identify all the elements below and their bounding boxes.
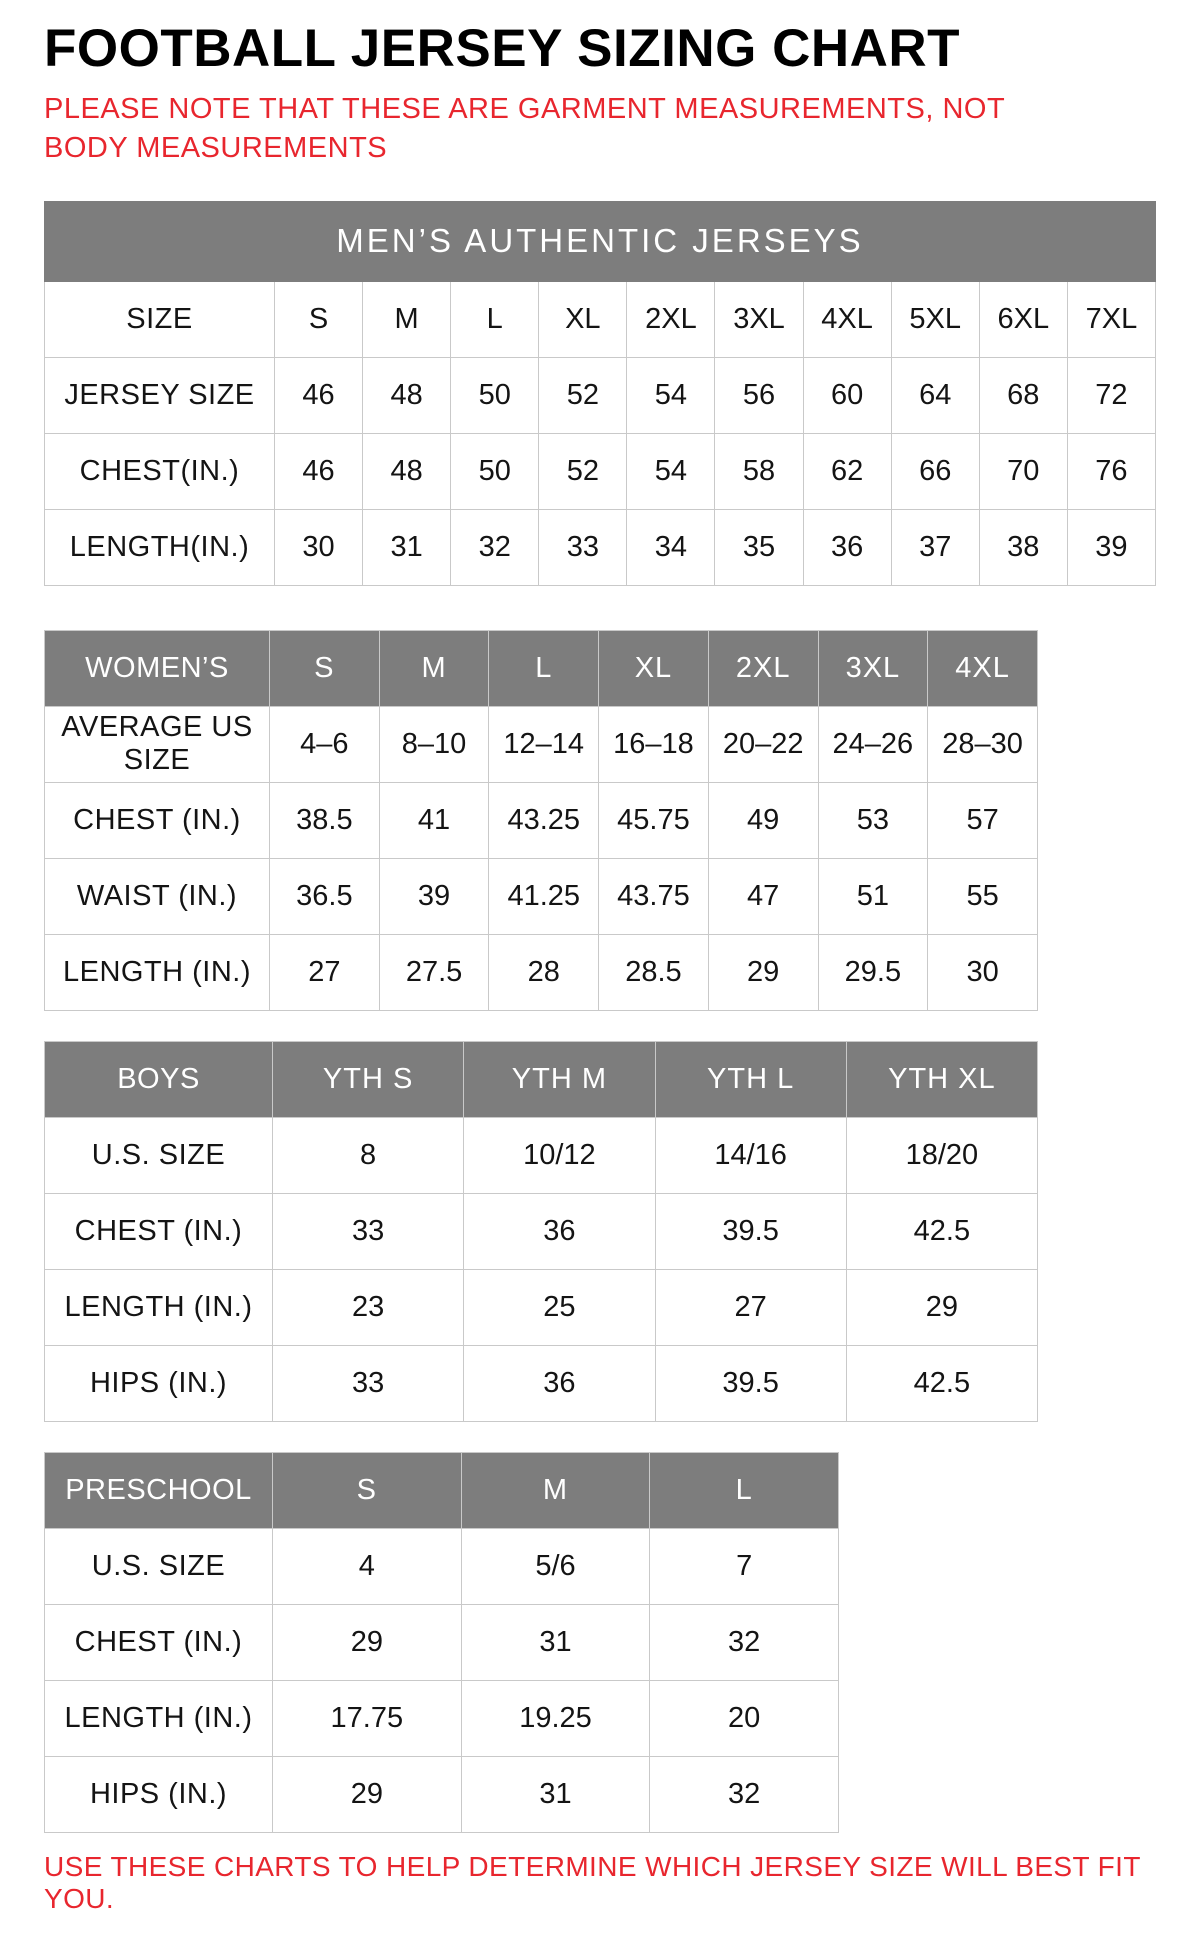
table-row bbox=[45, 433, 1156, 509]
value-cell: M bbox=[363, 281, 451, 357]
value-cell: XL bbox=[539, 281, 627, 357]
size-header-cell: S bbox=[273, 1452, 462, 1528]
value-cell: 10/12 bbox=[464, 1117, 655, 1193]
value-cell: 76 bbox=[1067, 433, 1155, 509]
value-cell: 6XL bbox=[979, 281, 1067, 357]
table-row bbox=[45, 357, 1156, 433]
value-cell: 36.5 bbox=[270, 858, 380, 934]
value-cell: 17.75 bbox=[273, 1680, 462, 1756]
value-cell: 58 bbox=[715, 433, 803, 509]
value-cell: 32 bbox=[451, 509, 539, 585]
value-cell: 5XL bbox=[891, 281, 979, 357]
size-header-cell: XL bbox=[599, 630, 709, 706]
row-label-cell: CHEST(IN.) bbox=[45, 433, 275, 509]
value-cell: 36 bbox=[464, 1193, 655, 1269]
row-label-cell: CHEST (IN.) bbox=[45, 1604, 273, 1680]
size-header-cell: YTH L bbox=[655, 1041, 846, 1117]
boys-sizing-table bbox=[44, 1041, 1156, 1422]
table-row bbox=[45, 934, 1038, 1010]
value-cell: 72 bbox=[1067, 357, 1155, 433]
value-cell: 29 bbox=[273, 1604, 462, 1680]
value-cell: 51 bbox=[818, 858, 928, 934]
table-row bbox=[45, 706, 1038, 782]
value-cell: 52 bbox=[539, 433, 627, 509]
size-header-cell: L bbox=[650, 1452, 839, 1528]
value-cell: 31 bbox=[363, 509, 451, 585]
preschool-sizing-table bbox=[44, 1452, 1156, 1833]
mens-authentic-jerseys-grid bbox=[44, 201, 1156, 586]
value-cell: 24–26 bbox=[818, 706, 928, 782]
value-cell: S bbox=[275, 281, 363, 357]
value-cell: 14/16 bbox=[655, 1117, 846, 1193]
value-cell: L bbox=[451, 281, 539, 357]
value-cell: 20 bbox=[650, 1680, 839, 1756]
value-cell: 68 bbox=[979, 357, 1067, 433]
value-cell: 66 bbox=[891, 433, 979, 509]
value-cell: 30 bbox=[928, 934, 1038, 1010]
value-cell: 60 bbox=[803, 357, 891, 433]
row-label-cell: U.S. SIZE bbox=[45, 1528, 273, 1604]
table-row bbox=[45, 1269, 1038, 1345]
table-banner-row bbox=[45, 201, 1156, 281]
value-cell: 23 bbox=[273, 1269, 464, 1345]
value-cell: 33 bbox=[273, 1345, 464, 1421]
value-cell: 20–22 bbox=[708, 706, 818, 782]
value-cell: 64 bbox=[891, 357, 979, 433]
value-cell: 30 bbox=[275, 509, 363, 585]
value-cell: 32 bbox=[650, 1604, 839, 1680]
value-cell: 12–14 bbox=[489, 706, 599, 782]
row-label-cell: CHEST (IN.) bbox=[45, 1193, 273, 1269]
value-cell: 38 bbox=[979, 509, 1067, 585]
value-cell: 41.25 bbox=[489, 858, 599, 934]
value-cell: 19.25 bbox=[461, 1680, 650, 1756]
table-row bbox=[45, 281, 1156, 357]
value-cell: 46 bbox=[275, 357, 363, 433]
value-cell: 48 bbox=[363, 357, 451, 433]
value-cell: 16–18 bbox=[599, 706, 709, 782]
value-cell: 50 bbox=[451, 357, 539, 433]
table-row bbox=[45, 509, 1156, 585]
value-cell: 8–10 bbox=[379, 706, 489, 782]
garment-measurements-note: PLEASE NOTE THAT THESE ARE GARMENT MEASUREMENTS, NOT BODY MEASUREMENTS bbox=[44, 93, 1005, 164]
value-cell: 18/20 bbox=[846, 1117, 1037, 1193]
value-cell: 42.5 bbox=[846, 1193, 1037, 1269]
table-banner: MEN’S AUTHENTIC JERSEYS bbox=[45, 201, 1156, 281]
value-cell: 29.5 bbox=[818, 934, 928, 1010]
value-cell: 27.5 bbox=[379, 934, 489, 1010]
mens-authentic-jerseys-table bbox=[44, 201, 1156, 586]
value-cell: 4–6 bbox=[270, 706, 380, 782]
table-row bbox=[45, 1756, 839, 1832]
value-cell: 41 bbox=[379, 782, 489, 858]
value-cell: 29 bbox=[846, 1269, 1037, 1345]
value-cell: 36 bbox=[464, 1345, 655, 1421]
value-cell: 28–30 bbox=[928, 706, 1038, 782]
value-cell: 47 bbox=[708, 858, 818, 934]
table-row bbox=[45, 858, 1038, 934]
womens-grid bbox=[44, 630, 1038, 1011]
table-row bbox=[45, 1604, 839, 1680]
table-header-row bbox=[45, 630, 1038, 706]
value-cell: 39.5 bbox=[655, 1193, 846, 1269]
table-title-cell: PRESCHOOL bbox=[45, 1452, 273, 1528]
value-cell: 8 bbox=[273, 1117, 464, 1193]
row-label-cell: SIZE bbox=[45, 281, 275, 357]
value-cell: 7 bbox=[650, 1528, 839, 1604]
size-header-cell: L bbox=[489, 630, 599, 706]
table-header-row bbox=[45, 1452, 839, 1528]
value-cell: 4 bbox=[273, 1528, 462, 1604]
value-cell: 28 bbox=[489, 934, 599, 1010]
preschool-grid bbox=[44, 1452, 839, 1833]
table-row bbox=[45, 1528, 839, 1604]
value-cell: 31 bbox=[461, 1604, 650, 1680]
value-cell: 43.25 bbox=[489, 782, 599, 858]
value-cell: 32 bbox=[650, 1756, 839, 1832]
value-cell: 56 bbox=[715, 357, 803, 433]
value-cell: 43.75 bbox=[599, 858, 709, 934]
value-cell: 70 bbox=[979, 433, 1067, 509]
size-header-cell: YTH M bbox=[464, 1041, 655, 1117]
value-cell: 38.5 bbox=[270, 782, 380, 858]
table-row bbox=[45, 1345, 1038, 1421]
value-cell: 29 bbox=[273, 1756, 462, 1832]
value-cell: 54 bbox=[627, 357, 715, 433]
value-cell: 5/6 bbox=[461, 1528, 650, 1604]
row-label-cell: LENGTH (IN.) bbox=[45, 1269, 273, 1345]
size-header-cell: 2XL bbox=[708, 630, 818, 706]
value-cell: 29 bbox=[708, 934, 818, 1010]
size-header-cell: 3XL bbox=[818, 630, 928, 706]
value-cell: 25 bbox=[464, 1269, 655, 1345]
value-cell: 53 bbox=[818, 782, 928, 858]
table-row bbox=[45, 1680, 839, 1756]
value-cell: 34 bbox=[627, 509, 715, 585]
value-cell: 48 bbox=[363, 433, 451, 509]
value-cell: 50 bbox=[451, 433, 539, 509]
table-row bbox=[45, 1117, 1038, 1193]
value-cell: 52 bbox=[539, 357, 627, 433]
size-header-cell: M bbox=[379, 630, 489, 706]
fit-guidance-note: USE THESE CHARTS TO HELP DETERMINE WHICH JERSEY SIZE WILL BEST FIT YOU. bbox=[44, 1850, 1141, 1914]
value-cell: 39.5 bbox=[655, 1345, 846, 1421]
page-title: FOOTBALL JERSEY SIZING CHART bbox=[44, 19, 961, 78]
value-cell: 33 bbox=[273, 1193, 464, 1269]
value-cell: 62 bbox=[803, 433, 891, 509]
size-header-cell: YTH S bbox=[273, 1041, 464, 1117]
table-row bbox=[45, 1193, 1038, 1269]
row-label-cell: HIPS (IN.) bbox=[45, 1756, 273, 1832]
row-label-cell: HIPS (IN.) bbox=[45, 1345, 273, 1421]
value-cell: 39 bbox=[379, 858, 489, 934]
row-label-cell: U.S. SIZE bbox=[45, 1117, 273, 1193]
value-cell: 45.75 bbox=[599, 782, 709, 858]
boys-grid bbox=[44, 1041, 1038, 1422]
value-cell: 54 bbox=[627, 433, 715, 509]
value-cell: 42.5 bbox=[846, 1345, 1037, 1421]
row-label-cell: LENGTH(IN.) bbox=[45, 509, 275, 585]
value-cell: 35 bbox=[715, 509, 803, 585]
size-header-cell: 4XL bbox=[928, 630, 1038, 706]
table-title-cell: WOMEN’S bbox=[45, 630, 270, 706]
value-cell: 2XL bbox=[627, 281, 715, 357]
size-header-cell: S bbox=[270, 630, 380, 706]
table-title-cell: BOYS bbox=[45, 1041, 273, 1117]
row-label-cell: WAIST (IN.) bbox=[45, 858, 270, 934]
value-cell: 55 bbox=[928, 858, 1038, 934]
value-cell: 27 bbox=[270, 934, 380, 1010]
womens-sizing-table bbox=[44, 630, 1156, 1011]
value-cell: 46 bbox=[275, 433, 363, 509]
row-label-cell: JERSEY SIZE bbox=[45, 357, 275, 433]
table-header-row bbox=[45, 1041, 1038, 1117]
value-cell: 7XL bbox=[1067, 281, 1155, 357]
value-cell: 27 bbox=[655, 1269, 846, 1345]
size-header-cell: YTH XL bbox=[846, 1041, 1037, 1117]
value-cell: 57 bbox=[928, 782, 1038, 858]
size-header-cell: M bbox=[461, 1452, 650, 1528]
row-label-cell: LENGTH (IN.) bbox=[45, 934, 270, 1010]
value-cell: 49 bbox=[708, 782, 818, 858]
table-row bbox=[45, 782, 1038, 858]
value-cell: 31 bbox=[461, 1756, 650, 1832]
value-cell: 39 bbox=[1067, 509, 1155, 585]
value-cell: 28.5 bbox=[599, 934, 709, 1010]
row-label-cell: CHEST (IN.) bbox=[45, 782, 270, 858]
value-cell: 4XL bbox=[803, 281, 891, 357]
value-cell: 37 bbox=[891, 509, 979, 585]
row-label-cell: LENGTH (IN.) bbox=[45, 1680, 273, 1756]
value-cell: 33 bbox=[539, 509, 627, 585]
value-cell: 36 bbox=[803, 509, 891, 585]
row-label-cell: AVERAGE US SIZE bbox=[45, 706, 270, 782]
value-cell: 3XL bbox=[715, 281, 803, 357]
